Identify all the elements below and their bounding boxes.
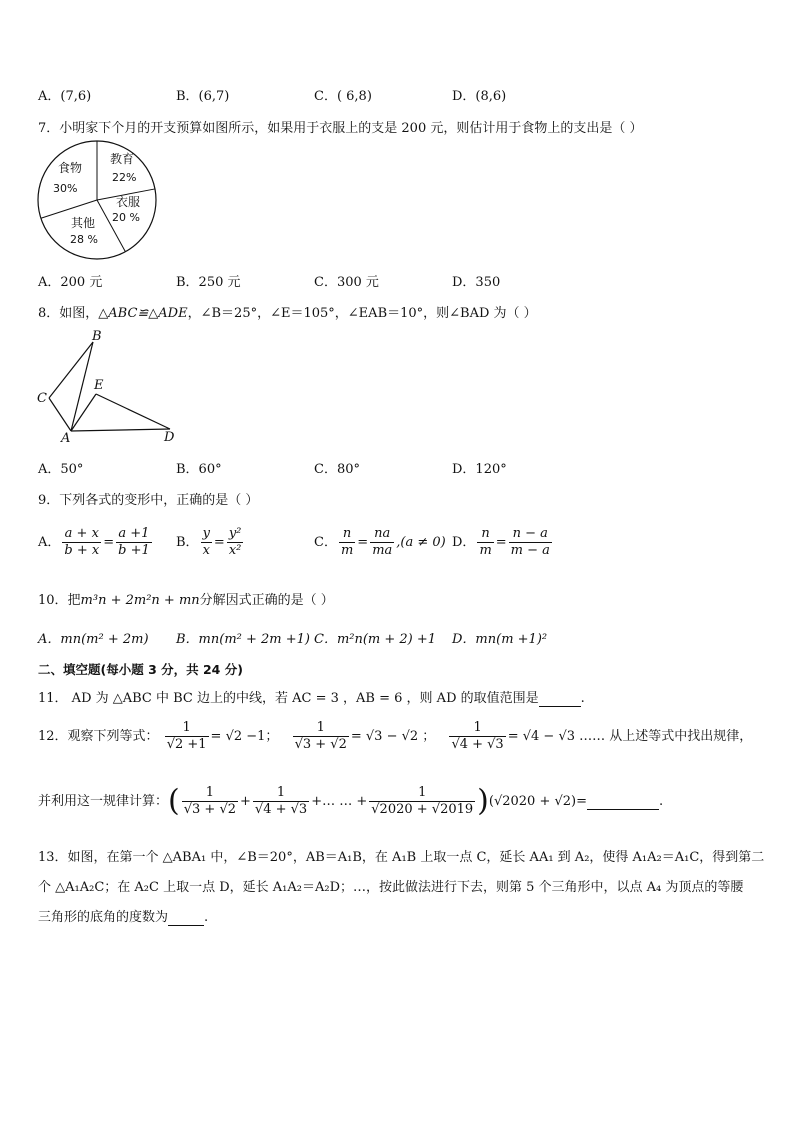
q13-line1: 13．如图，在第一个 △ABA₁ 中，∠B＝20°，AB＝A₁B，在 A₁B 上取一点 C，延长 AA₁ 到 A₂，使得 A₁A₂＝A₁C，得到第二 bbox=[38, 850, 765, 865]
q8-option-d: D．120° bbox=[452, 462, 507, 477]
q9-option-a: A． $\frac{a + x}{b + x}$ = $\frac{a +1}{b +1}$ bbox=[38, 526, 150, 558]
q8-stem bbox=[38, 302, 537, 321]
q6-option-b: B．(6,7) bbox=[176, 89, 230, 104]
segment-ad bbox=[71, 429, 170, 431]
q7-option-c: C．300 元 bbox=[314, 275, 379, 290]
label-c: C bbox=[37, 391, 47, 406]
q12-line2: 并利用这一规律计算：( $\frac{1}{√3 + √2}$ + $\frac{1}{√4 + √3}$ +… … + $\frac{1}{√2020 + √2019}$ )(√2020 + √2)= . bbox=[38, 783, 664, 819]
q8-option-a: A．50° bbox=[38, 462, 84, 477]
q9-option-d: D． $\frac{n}{m}$ = $\frac{n - a}{m - a}$ bbox=[452, 526, 550, 558]
pie-label-food: 食物 bbox=[58, 161, 83, 175]
q8-congruence: △ABC≌△ADE bbox=[98, 306, 188, 321]
pie-pct-education: 22% bbox=[112, 171, 137, 184]
segment-ed bbox=[96, 394, 170, 429]
pie-pct-other: 28 % bbox=[70, 233, 98, 246]
q11-answer-blank bbox=[539, 691, 581, 707]
q6-option-c: C．( 6,8) bbox=[314, 89, 372, 104]
q8-stem-rest: ，∠B＝25°，∠E＝105°，∠EAB＝10°，则∠BAD 为（ ） bbox=[187, 306, 537, 321]
pie-label-clothing: 衣服 bbox=[116, 195, 141, 209]
q8-option-b: B．60° bbox=[176, 462, 222, 477]
q13-answer-blank bbox=[168, 910, 204, 926]
q8-option-c: C．80° bbox=[314, 462, 360, 477]
q7-option-d: D．350 bbox=[452, 275, 501, 290]
label-e: E bbox=[94, 378, 104, 393]
segment-ae bbox=[71, 394, 96, 431]
q11-stem: 11． AD 为 △ABC 中 BC 边上的中线，若 AC = 3 ，AB = 6 ，则 AD 的取值范围是 . bbox=[38, 691, 585, 706]
q6-option-a: A．(7,6) bbox=[38, 89, 92, 104]
q10-stem: 10．把m³n + 2m²n + mn分解因式正确的是（ ） bbox=[38, 593, 334, 608]
pie-label-other: 其他 bbox=[71, 216, 96, 230]
q7-stem: 7．小明家下个月的开支预算如图所示，如果用于衣服上的支是 200 元，则估计用于食物上的支出是（ ） bbox=[38, 121, 643, 136]
label-b: B bbox=[92, 329, 102, 344]
q12-answer-blank bbox=[587, 794, 659, 810]
q9-stem: 9．下列各式的变形中，正确的是（ ） bbox=[38, 493, 259, 508]
q10-option-c: C．m²n(m + 2) +1 bbox=[314, 632, 437, 647]
q8-figure bbox=[34, 326, 184, 444]
segment-ca bbox=[49, 398, 71, 431]
q7-pie-chart bbox=[36, 139, 158, 261]
q7-option-a: A．200 元 bbox=[38, 275, 103, 290]
pie-pct-clothing: 20 % bbox=[112, 211, 140, 224]
q13-line2: 个 △A₁A₂C；在 A₂C 上取一点 D，延长 A₁A₂＝A₂D；…，按此做法进行下去，则第 5 个三角形中，以点 A₄ 为顶点的等腰 bbox=[38, 880, 744, 895]
pie-pct-food: 30% bbox=[53, 182, 78, 195]
q9-option-b: B． $\frac{y}{x}$ = $\frac{\text{y²}}{\text{x²}}$ bbox=[176, 526, 242, 558]
pie-label-education: 教育 bbox=[110, 152, 135, 166]
q7-option-b: B．250 元 bbox=[176, 275, 241, 290]
label-d: D bbox=[164, 430, 175, 444]
q10-option-b: B．mn(m² + 2m +1) bbox=[176, 632, 310, 647]
q10-option-a: A．mn(m² + 2m) bbox=[38, 632, 149, 647]
q9-option-c: C． $\frac{n}{m}$ = $\frac{na}{ma}$ ,(a ≠ 0) bbox=[314, 526, 446, 558]
q6-option-d: D．(8,6) bbox=[452, 89, 507, 104]
section-heading: 二、填空题(每小题 3 分，共 24 分) bbox=[38, 662, 243, 677]
label-a: A bbox=[61, 431, 71, 444]
q13-line3: 三角形的底角的度数为 . bbox=[38, 910, 209, 925]
q10-option-d: D．mn(m +1)² bbox=[452, 632, 548, 647]
q12-line1: 12．观察下列等式： $\frac{1}{√2 +1}$ = √2 −1； $\frac{1}{√3 + √2}$ = √3 − √2 ； $\frac{1}{√4 + √3}$ = √4 − √3 …… 从上述等式中找出规律， bbox=[38, 720, 753, 752]
q10-expression: m³n + 2m²n + mn bbox=[80, 593, 200, 608]
q8-prefix: 8．如图， bbox=[38, 306, 99, 321]
